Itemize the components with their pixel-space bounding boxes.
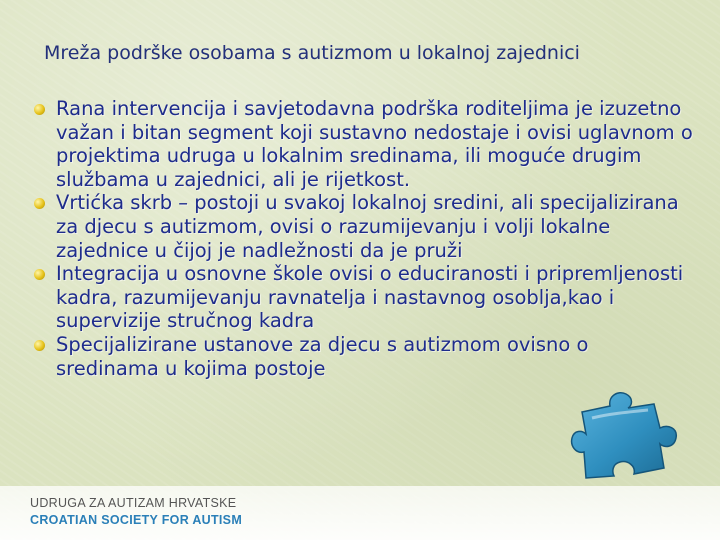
- footer-org-name-en: CROATIAN SOCIETY FOR AUTISM: [30, 513, 243, 527]
- bullet-text: Integracija u osnovne škole ovisi o educiranosti i pripremljenosti kadra, razumijevanju ravnatelja i nastavnog osoblja,kao i supervizije stručnog kadra: [56, 262, 684, 333]
- bullet-text: Specijalizirane ustanove za djecu s autizmom ovisno o sredinama u kojima postoje: [56, 332, 589, 380]
- bullet-text: Rana intervencija i savjetodavna podrška roditeljima je izuzetno važan i bitan segment koji sustavno nedostaje i ovisi uglavnom o projektima udruga u lokalnim sredinama, ili moguće drugim službama u zajednici, ali je rijetkost.: [56, 97, 693, 191]
- bullet-dot: [34, 340, 45, 351]
- bullet-dot: [34, 104, 45, 115]
- bullet-item: [34, 191, 694, 262]
- footer-banner: [0, 486, 720, 540]
- bullet-item: [34, 262, 694, 333]
- bullet-dot: [34, 269, 45, 280]
- bullet-list: [34, 97, 694, 380]
- bullet-text: Vrtićka skrb – postoji u svakoj lokalnoj sredini, ali specijalizirana za djecu s autizmom, ovisi o razumijevanju i volji lokalne zajednice u čijoj je nadležnosti da je pruži: [56, 191, 679, 262]
- bullet-item: [34, 97, 694, 191]
- bullet-item: [34, 333, 694, 380]
- puzzle-piece-icon: [568, 388, 680, 480]
- slide-title: Mreža podrške osobama s autizmom u lokalnoj zajednici: [44, 42, 580, 64]
- bullet-dot: [34, 198, 45, 209]
- footer-org-name-hr: UDRUGA ZA AUTIZAM HRVATSKE: [30, 496, 237, 510]
